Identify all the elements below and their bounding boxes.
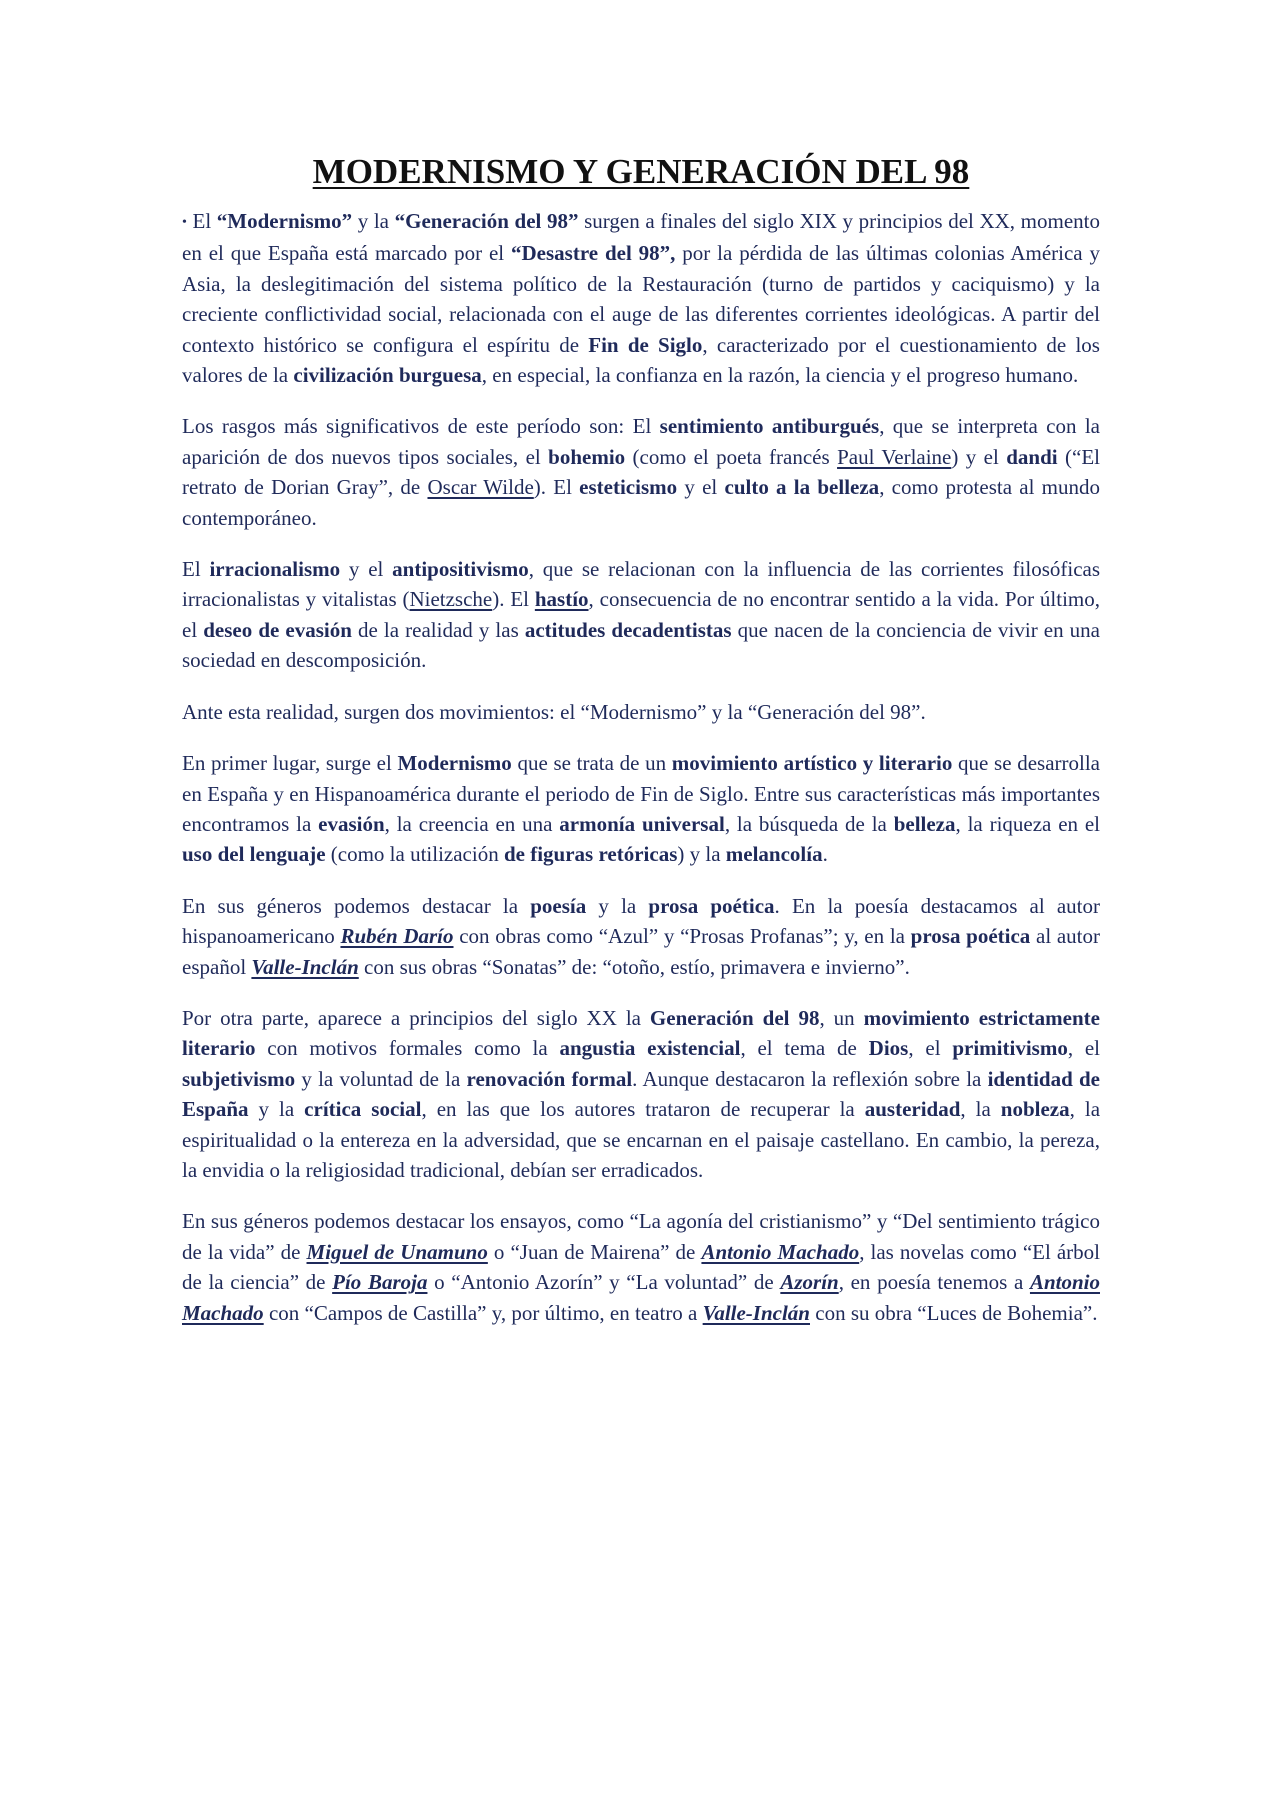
paragraph-movimientos bbox=[182, 697, 1100, 727]
bold-term: prosa poética bbox=[910, 924, 1031, 949]
text: El bbox=[186, 209, 217, 233]
bold-term: armonía universal bbox=[559, 811, 725, 836]
text: En primer lugar, surge el bbox=[182, 751, 398, 776]
paragraph-irracionalismo bbox=[182, 554, 1100, 676]
bold-term: prosa poética bbox=[648, 893, 775, 918]
bold-term: evasión bbox=[318, 811, 385, 836]
text: y la bbox=[586, 893, 649, 918]
bold-term: crítica social bbox=[304, 1097, 422, 1122]
bold-term: primitivismo bbox=[952, 1036, 1068, 1061]
link-valle-inclan-2[interactable]: Valle-Inclán bbox=[702, 1300, 810, 1325]
text: con obras como “Azul” y “Prosas Profanas”; y, en la bbox=[453, 924, 911, 949]
text: que se desarrolla en España y en Hispanoamérica durante el periodo de Fin de Siglo. Entre sus características más importantes encontramos la bbox=[182, 751, 1100, 836]
text: , en las que los autores trataron de recuperar la bbox=[421, 1097, 865, 1122]
text: Los rasgos más significativos de este período son: El bbox=[182, 414, 660, 439]
text: y la bbox=[352, 209, 395, 233]
text: de la realidad y las bbox=[351, 617, 525, 642]
text: con su obra “Luces de Bohemia”. bbox=[810, 1300, 1098, 1325]
text: El bbox=[182, 557, 210, 582]
text: (como el poeta francés bbox=[625, 444, 838, 469]
text: con “Campos de Castilla” y, por último, en teatro a bbox=[263, 1300, 703, 1325]
bold-term: angustia existencial bbox=[559, 1036, 741, 1061]
bold-term: deseo de evasión bbox=[203, 617, 352, 642]
text: que se trata de un bbox=[511, 751, 672, 776]
text: o “Antonio Azorín” y “La voluntad” de bbox=[427, 1270, 781, 1295]
text: Ante esta realidad, surgen dos movimientos: el “Modernismo” y la “Generación del 98”. bbox=[182, 699, 926, 724]
text: (“El retrato de Dorian Gray”, de bbox=[182, 444, 1101, 500]
link-azorin[interactable]: Azorín bbox=[780, 1270, 839, 1295]
bold-term: civilización burguesa bbox=[293, 363, 482, 388]
bold-term: poesía bbox=[530, 893, 587, 918]
text: ). El bbox=[492, 587, 535, 612]
link-hastio[interactable]: hastío bbox=[534, 587, 589, 612]
bold-term: Dios bbox=[868, 1036, 909, 1061]
text: , la espiritualidad o la entereza en la adversidad, que se encarnan en el paisaje castellano. En cambio, la pereza, la envidia o la religiosidad tradicional, debían ser erradicados. bbox=[182, 1097, 1101, 1182]
text: En sus géneros podemos destacar la bbox=[182, 893, 531, 918]
text: , en especial, la confianza en la razón, la ciencia y el progreso humano. bbox=[481, 363, 1079, 388]
bullet-icon: • bbox=[182, 215, 187, 230]
text: . Aunque destacaron la reflexión sobre la bbox=[632, 1066, 988, 1091]
bold-term: uso del lenguaje bbox=[182, 842, 326, 867]
link-miguel-de-unamuno[interactable]: Miguel de Unamuno bbox=[306, 1239, 488, 1264]
bold-term: “Modernismo” bbox=[216, 209, 353, 233]
bold-term: bohemio bbox=[548, 444, 626, 469]
text: , que se interpreta con la aparición de dos nuevos tipos sociales, el bbox=[182, 414, 1100, 469]
bold-term: sentimiento antiburgués bbox=[659, 414, 880, 439]
text: , las novelas como “El árbol de la ciencia” de bbox=[182, 1239, 1101, 1295]
text: . bbox=[822, 842, 828, 867]
text: y el bbox=[677, 475, 725, 500]
text: y la voluntad de la bbox=[295, 1066, 467, 1091]
bold-term: Fin de Siglo bbox=[588, 332, 703, 357]
text: por la pérdida de las últimas colonias América y Asia, la deslegitimación del sistema político de la Restauración (turno de partidos y caciquismo) y la creciente conflictividad social, relacionada con el auge de las diferentes corrientes ideológicas. A partir del contexto histórico se configura el espíritu de bbox=[182, 241, 1101, 357]
text: , que se relacionan con la influencia de las corrientes filosóficas irracionalistas y vitalistas ( bbox=[182, 557, 1101, 612]
text: ). El bbox=[533, 475, 580, 500]
bold-term: movimiento artístico y literario bbox=[671, 751, 953, 776]
text: (como la utilización bbox=[325, 842, 504, 867]
text: , el tema de bbox=[740, 1036, 869, 1061]
bold-term: austeridad bbox=[864, 1097, 961, 1122]
text: y el bbox=[340, 557, 393, 582]
link-oscar-wilde[interactable]: Oscar Wilde bbox=[427, 475, 534, 500]
text: , el bbox=[908, 1036, 953, 1061]
link-paul-verlaine[interactable]: Paul Verlaine bbox=[837, 444, 952, 469]
text: , la riqueza en el bbox=[955, 811, 1101, 836]
text: surgen a finales del siglo XIX y principios del XX, momento en el que España está marcado por el bbox=[182, 209, 1100, 266]
text: al autor español bbox=[182, 924, 1100, 979]
text: , como protesta al mundo contemporáneo. bbox=[182, 475, 1100, 530]
paragraph-generacion-98 bbox=[182, 1003, 1100, 1185]
bold-term: identidad de España bbox=[182, 1066, 1100, 1122]
text: , caracterizado por el cuestionamiento de los valores de la bbox=[182, 332, 1100, 388]
paragraph-generos-98 bbox=[182, 1206, 1100, 1328]
bold-term: Modernismo bbox=[397, 751, 512, 776]
bold-term: irracionalismo bbox=[209, 557, 341, 582]
text: con sus obras “Sonatas” de: “otoño, estío, primavera e invierno”. bbox=[358, 954, 910, 979]
bold-term: subjetivismo bbox=[182, 1066, 296, 1091]
text: En sus géneros podemos destacar los ensayos, como “La agonía del cristianismo” y “Del sentimiento trágico de la vida” de bbox=[182, 1209, 1100, 1264]
bold-term: dandi bbox=[1006, 444, 1058, 469]
paragraph-intro bbox=[182, 206, 1100, 390]
text: , la bbox=[960, 1097, 1001, 1122]
link-antonio-machado[interactable]: Antonio Machado bbox=[701, 1239, 860, 1264]
bold-term: nobleza bbox=[1000, 1097, 1070, 1122]
paragraph-modernismo bbox=[182, 748, 1100, 870]
bold-term: “Desastre del 98”, bbox=[511, 241, 676, 266]
text: , un bbox=[819, 1005, 864, 1030]
paragraph-rasgos bbox=[182, 411, 1100, 533]
text: , el bbox=[1067, 1036, 1101, 1061]
text: Por otra parte, aparece a principios del siglo XX la bbox=[182, 1005, 650, 1030]
paragraph-generos-modernismo bbox=[182, 891, 1100, 982]
bold-term: culto a la belleza bbox=[724, 475, 880, 500]
text: . En la poesía destacamos al autor hispanoamericano bbox=[182, 893, 1101, 949]
bold-term: melancolía bbox=[725, 842, 823, 867]
document-body bbox=[182, 150, 1100, 1349]
text: o “Juan de Mairena” de bbox=[487, 1239, 702, 1264]
page-title: MODERNISMO Y GENERACIÓN DEL 98 bbox=[312, 152, 970, 191]
bold-term: de figuras retóricas bbox=[503, 842, 678, 867]
text: , la creencia en una bbox=[384, 811, 560, 836]
text: , consecuencia de no encontrar sentido a la vida. Por último, el bbox=[182, 587, 1100, 642]
link-nietzsche[interactable]: Nietzsche bbox=[409, 587, 493, 612]
bold-term: Generación del 98 bbox=[649, 1005, 820, 1030]
bold-term: esteticismo bbox=[579, 475, 678, 500]
bold-term: actitudes decadentistas bbox=[524, 617, 732, 642]
text: , en poesía tenemos a bbox=[838, 1270, 1030, 1295]
bold-term: belleza bbox=[893, 811, 956, 836]
bold-term: movimiento estrictamente literario bbox=[182, 1005, 1100, 1061]
text: ) y el bbox=[951, 444, 1007, 469]
text: , la búsqueda de la bbox=[724, 811, 894, 836]
link-pio-baroja[interactable]: Pío Baroja bbox=[332, 1270, 428, 1295]
bold-term: renovación formal bbox=[466, 1066, 633, 1091]
bold-term: “Generación del 98” bbox=[394, 209, 579, 233]
text: y la bbox=[248, 1097, 305, 1122]
text: con motivos formales como la bbox=[255, 1036, 560, 1061]
link-valle-inclan[interactable]: Valle-Inclán bbox=[251, 954, 359, 979]
link-ruben-dario[interactable]: Rubén Darío bbox=[340, 924, 454, 949]
text: ) y la bbox=[677, 842, 726, 867]
link-antonio-machado-2[interactable]: Antonio Machado bbox=[182, 1270, 1100, 1325]
bold-term: antipositivismo bbox=[392, 557, 529, 582]
text: que nacen de la conciencia de vivir en una sociedad en descomposición. bbox=[182, 617, 1100, 673]
